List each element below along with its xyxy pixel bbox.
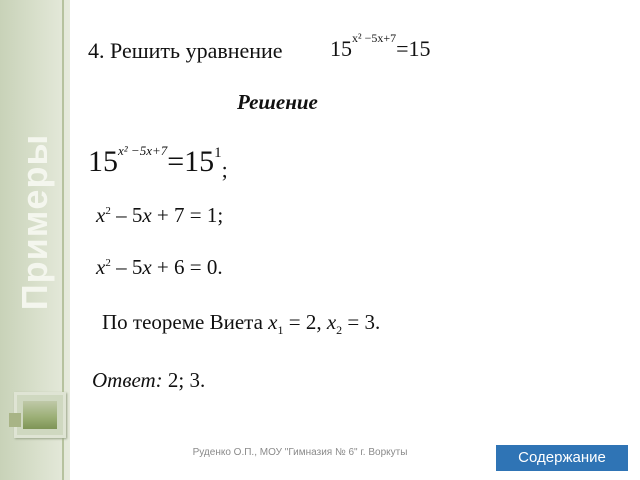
- term: + 6 = 0.: [151, 255, 223, 279]
- equation-rhs: =15: [167, 145, 215, 178]
- picture-icon: [14, 392, 66, 438]
- equation-rhs: =15: [396, 36, 431, 61]
- equation-rhs-exponent: 1: [214, 145, 222, 161]
- footer-credit: Руденко О.П., МОУ "Гимназия № 6" г. Воркуты: [192, 447, 408, 458]
- equation-base: 15: [88, 145, 118, 178]
- term: – 5: [110, 203, 143, 227]
- vieta-prefix: По теореме Виета: [102, 310, 269, 334]
- answer-label: Ответ:: [92, 368, 163, 392]
- square-exponent: 2: [105, 257, 111, 269]
- step-equation-2: [96, 255, 223, 280]
- equation-exponent: x² −5x+7: [352, 31, 397, 45]
- sidebar-title: Примеры: [14, 133, 55, 311]
- vieta-statement: [102, 310, 380, 338]
- variable-x: x: [96, 255, 106, 279]
- answer-value: 2; 3.: [162, 368, 206, 392]
- variable-x: x: [142, 203, 152, 227]
- left-sidebar: [0, 0, 70, 480]
- task-heading: 4. Решить уравнение: [88, 38, 283, 63]
- equation-base: 15: [330, 36, 352, 61]
- equation-tail: ;: [221, 157, 228, 182]
- variable-x: x: [142, 255, 152, 279]
- term: – 5: [110, 255, 143, 279]
- variable-x1: x: [268, 310, 278, 334]
- solution-equation: [88, 143, 228, 182]
- task-equation: [330, 31, 431, 62]
- root-value: = 2,: [283, 310, 327, 334]
- step-equation-1: [96, 203, 223, 228]
- square-exponent: 2: [105, 205, 111, 217]
- solution-title: Решение: [237, 90, 318, 114]
- contents-button[interactable]: Содержание: [496, 445, 628, 471]
- term: + 7 = 1;: [151, 203, 224, 227]
- subscript: 2: [336, 323, 343, 338]
- answer: [92, 368, 205, 393]
- equation-exponent: x² −5x+7: [118, 143, 168, 158]
- variable-x: x: [96, 203, 106, 227]
- root-value: = 3.: [342, 310, 381, 334]
- variable-x2: x: [326, 310, 337, 334]
- subscript: 1: [277, 323, 284, 338]
